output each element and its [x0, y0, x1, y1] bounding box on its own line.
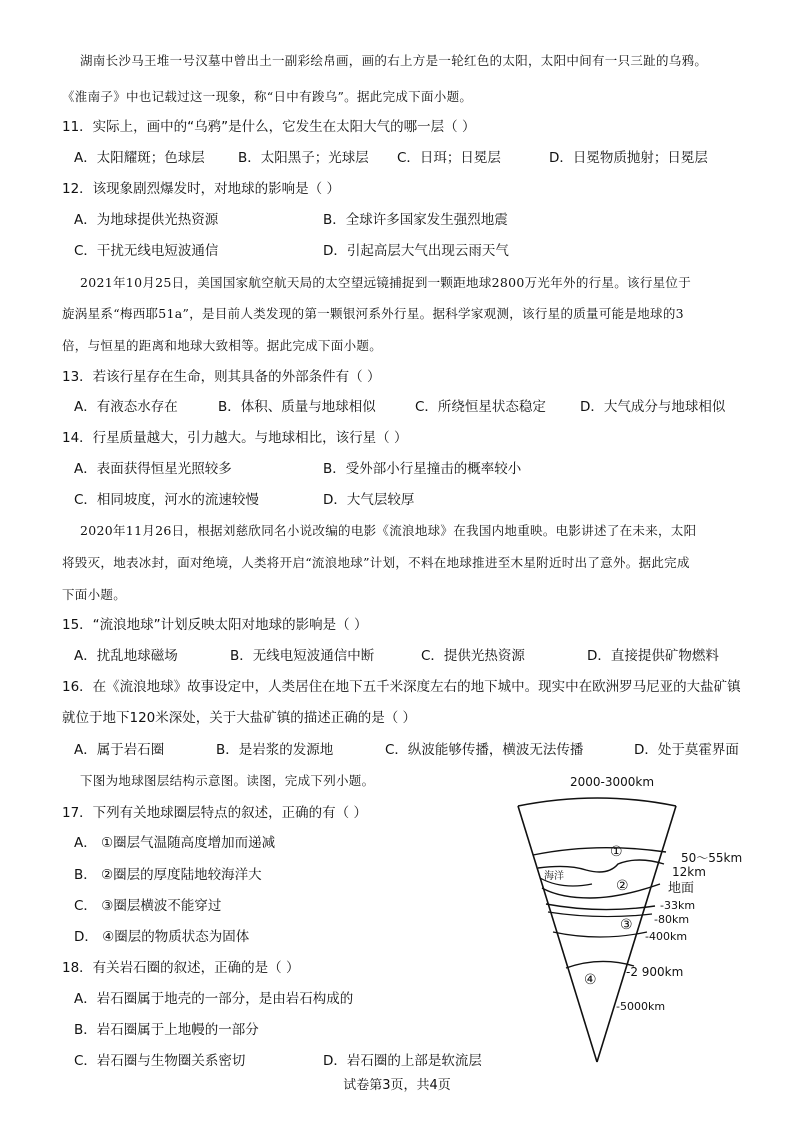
question-13-option-b: B．体积、质量与地球相似	[218, 399, 376, 415]
depth-label-2900km: -2 900km	[626, 965, 684, 979]
question-18-option-a: A．岩石圈属于地壳的一部分，是由岩石构成的	[74, 991, 354, 1007]
question-13-option-a: A．有液态水存在	[74, 399, 178, 415]
question-15-stem: 15．“流浪地球”计划反映太阳对地球的影响是（ ）	[62, 617, 368, 633]
question-13-option-d: D．大气成分与地球相似	[580, 399, 726, 415]
core-mantle-boundary	[566, 961, 634, 968]
question-11-option-b: B．太阳黑子；光球层	[238, 150, 369, 166]
depth-label-5000km: -5000km	[616, 1000, 666, 1013]
depth-label-50-55km: 50～55km	[681, 851, 743, 865]
question-17-option-a: A． ①圈层气温随高度增加而递减	[74, 835, 276, 851]
question-18-option-b: B．岩石圈属于上地幔的一部分	[74, 1022, 259, 1038]
passage-1-line-1: 湖南长沙马王堆一号汉墓中曾出土一副彩绘帛画，画的右上方是一轮红色的太阳，太阳中间有一只三趾的乌鸦。	[80, 53, 708, 68]
question-13-stem: 13．若该行星存在生命，则其具备的外部条件有（ ）	[62, 369, 381, 385]
question-17-option-b: B． ②圈层的厚度陆地较海洋大	[74, 867, 262, 883]
depth-label-400km: -400km	[645, 930, 688, 943]
diagram-top-label: 2000-3000km	[570, 775, 655, 789]
question-17-option-d: D． ④圈层的物质状态为固体	[74, 929, 250, 945]
ground-label: 地面	[668, 881, 695, 896]
question-18-option-d: D．岩石圈的上部是软流层	[323, 1053, 482, 1069]
ocean-label: 海洋	[544, 871, 564, 882]
question-12-option-b: B．全球许多国家发生强烈地震	[323, 212, 508, 228]
question-14-option-a: A．表面获得恒星光照较多	[74, 461, 232, 477]
passage-2-line-1: 2021年10月25日，美国国家航空航天局的太空望远镜捕捉到一颗距地球2800万光年外的行星。该行星位于	[80, 275, 692, 290]
question-11-option-c: C．日珥；日冕层	[397, 150, 501, 166]
question-15-option-d: D．直接提供矿物燃料	[587, 648, 719, 664]
passage-1-line-2: 《淮南子》中也记载过这一现象，称“日中有踆乌”。据此完成下面小题。	[62, 89, 473, 104]
question-15-option-a: A．扰乱地球磁场	[74, 648, 178, 664]
question-11-option-a: A．太阳耀斑；色球层	[74, 150, 205, 166]
layer-3-label: ③	[620, 917, 633, 933]
layer-1-label: ①	[610, 844, 623, 860]
passage-4: 下图为地球图层结构示意图。读图，完成下列小题。	[80, 773, 375, 788]
depth-label-12km: 12km	[672, 865, 706, 879]
question-16-stem-line-1: 16．在《流浪地球》故事设定中，人类居住在地下五千米深度左右的地下城中。现实中在欧洲罗马尼亚的大盐矿镇	[62, 679, 741, 695]
question-14-stem: 14．行星质量越大，引力越大。与地球相比，该行星（ ）	[62, 430, 408, 446]
lithosphere-base	[546, 904, 655, 910]
question-18-stem: 18．有关岩石圈的叙述，正确的是（ ）	[62, 960, 300, 976]
question-18-option-c: C．岩石圈与生物圈关系密切	[74, 1053, 246, 1069]
question-17-stem: 17．下列有关地球圈层特点的叙述，正确的有（ ）	[62, 805, 367, 821]
question-12-option-c: C．干扰无线电短波通信	[74, 243, 219, 259]
question-12-option-d: D．引起高层大气出现云雨天气	[323, 243, 509, 259]
earth-layers-diagram	[500, 772, 770, 1072]
question-11-stem: 11．实际上，画中的“乌鸦”是什么，它发生在太阳大气的哪一层（ ）	[62, 119, 476, 135]
question-14-option-c: C．相同坡度，河水的流速较慢	[74, 492, 259, 508]
question-11-option-d: D．日冕物质抛射；日冕层	[549, 150, 708, 166]
question-16-stem-line-2: 就位于地下120米深处，关于大盐矿镇的描述正确的是（ ）	[62, 710, 417, 726]
passage-3-line-3: 下面小题。	[62, 587, 127, 602]
page-footer: 试卷第3页，共4页	[343, 1078, 451, 1093]
diagram-outer-arc	[518, 798, 676, 806]
depth-label-80km: -80km	[654, 913, 690, 926]
asthenosphere-bottom	[553, 932, 647, 937]
asthenosphere-top	[548, 912, 652, 917]
question-15-option-b: B．无线电短波通信中断	[230, 648, 375, 664]
passage-3-line-1: 2020年11月26日，根据刘慈欣同名小说改编的电影《流浪地球》在我国内地重映。电影讲述了在未来，太阳	[80, 523, 697, 538]
layer-2-label: ②	[616, 878, 629, 894]
question-14-option-d: D．大气层较厚	[323, 492, 415, 508]
question-16-option-a: A．属于岩石圈	[74, 742, 165, 758]
question-16-option-c: C．纵波能够传播，横波无法传播	[385, 742, 584, 758]
question-17-option-c: C． ③圈层横波不能穿过	[74, 898, 222, 914]
question-16-option-b: B．是岩浆的发源地	[216, 742, 334, 758]
passage-2-line-2: 旋涡星系“梅西耶51a”，是目前人类发现的第一颗银河系外行星。据科学家观测，该行星的质量可能是地球的3	[62, 306, 684, 321]
question-14-option-b: B．受外部小行星撞击的概率较小	[323, 461, 522, 477]
question-13-option-c: C．所绕恒星状态稳定	[415, 399, 546, 415]
atmosphere-boundary	[533, 848, 666, 855]
question-12-stem: 12．该现象剧烈爆发时，对地球的影响是（ ）	[62, 181, 340, 197]
moho-boundary	[542, 884, 660, 898]
passage-2-line-3: 倍，与恒星的距离和地球大致相等。据此完成下面小题。	[62, 338, 383, 353]
depth-label-33km: -33km	[660, 899, 696, 912]
question-15-option-c: C．提供光热资源	[421, 648, 525, 664]
question-16-option-d: D．处于莫霍界面	[634, 742, 739, 758]
question-12-option-a: A．为地球提供光热资源	[74, 212, 219, 228]
passage-3-line-2: 将毁灭，地表冰封，面对绝境，人类将开启“流浪地球”计划，不料在地球推进至木星附近时出了意外。据此完成	[62, 555, 690, 570]
diagram-left-side	[518, 806, 597, 1062]
layer-4-label: ④	[584, 972, 597, 988]
